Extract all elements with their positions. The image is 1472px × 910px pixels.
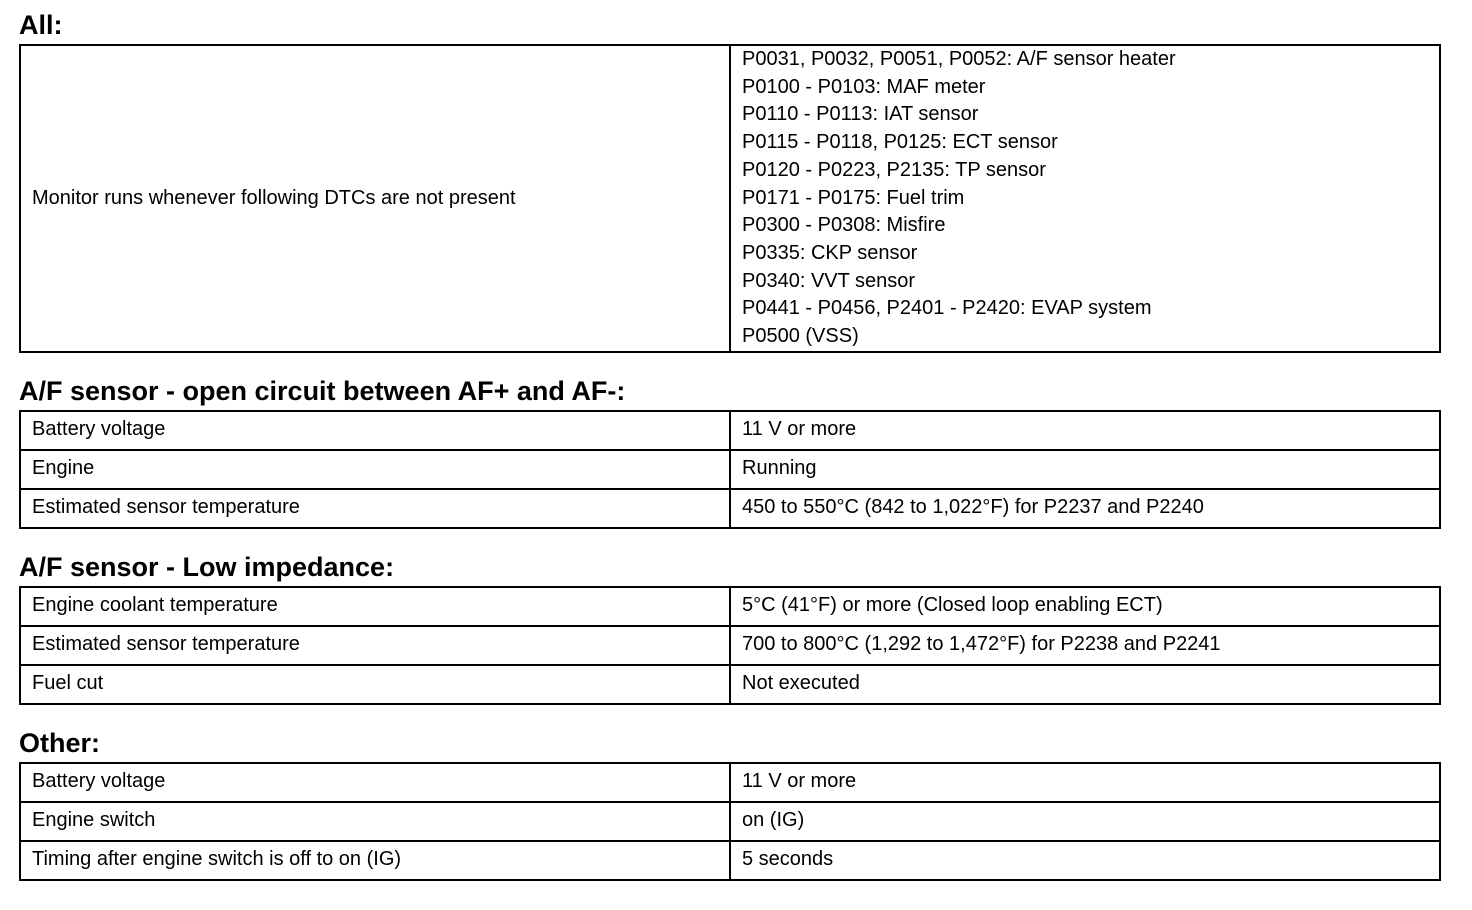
- condition-label: Timing after engine switch is off to on (IG): [20, 841, 730, 880]
- dtc-item: P0335: CKP sensor: [742, 241, 918, 264]
- section-title-other: Other:: [19, 727, 100, 758]
- table-row: [20, 489, 1440, 528]
- condition-value: 5 seconds: [730, 841, 1440, 880]
- table-row: [20, 626, 1440, 665]
- table-row: [20, 665, 1440, 704]
- table-row: [20, 802, 1440, 841]
- dtc-item: P0110 - P0113: IAT sensor: [742, 103, 979, 126]
- dtc-item: P0500 (VSS): [742, 325, 859, 348]
- section-title-all: All:: [19, 10, 63, 40]
- table-row: [20, 411, 1440, 450]
- condition-value: 450 to 550°C (842 to 1,022°F) for P2237 and P2240: [730, 489, 1440, 528]
- condition-value: 11 V or more: [730, 411, 1440, 450]
- condition-label: Fuel cut: [20, 665, 730, 704]
- condition-value: 5°C (41°F) or more (Closed loop enabling ECT): [730, 587, 1440, 626]
- table-row: [20, 841, 1440, 880]
- section-title-af-open-circuit: A/F sensor - open circuit between AF+ and AF-:: [19, 375, 626, 406]
- condition-label: Engine: [20, 450, 730, 489]
- table-other: [19, 762, 1441, 881]
- condition-value: on (IG): [730, 802, 1440, 841]
- dtc-item: P0441 - P0456, P2401 - P2420: EVAP system: [742, 297, 1152, 320]
- dtc-item: P0171 - P0175: Fuel trim: [742, 186, 965, 209]
- table-af-open-circuit: [19, 410, 1441, 529]
- table-row: [20, 587, 1440, 626]
- table-row: [20, 763, 1440, 802]
- table-all: [19, 44, 1441, 353]
- dtc-item: P0120 - P0223, P2135: TP sensor: [742, 158, 1046, 181]
- condition-label: Engine switch: [20, 802, 730, 841]
- section-title-af-low-impedance: A/F sensor - Low impedance:: [19, 551, 395, 582]
- table-row: [20, 450, 1440, 489]
- dtc-item: P0115 - P0118, P0125: ECT sensor: [742, 131, 1058, 154]
- dtc-item: P0300 - P0308: Misfire: [742, 214, 946, 237]
- condition-value: 700 to 800°C (1,292 to 1,472°F) for P2238 and P2241: [730, 626, 1440, 665]
- dtc-item: P0100 - P0103: MAF meter: [742, 75, 986, 98]
- condition-label: Estimated sensor temperature: [20, 489, 730, 528]
- condition-value: 11 V or more: [730, 763, 1440, 802]
- dtc-list: [730, 45, 1440, 352]
- condition-label: Estimated sensor temperature: [20, 626, 730, 665]
- condition-label: Battery voltage: [20, 763, 730, 802]
- dtc-item: P0340: VVT sensor: [742, 269, 916, 292]
- condition-label: Monitor runs whenever following DTCs are not present: [20, 45, 730, 352]
- condition-label: Engine coolant temperature: [20, 587, 730, 626]
- condition-value: Running: [730, 450, 1440, 489]
- table-row: [20, 45, 1440, 352]
- document-page: [19, 0, 1437, 881]
- condition-label: Battery voltage: [20, 411, 730, 450]
- table-af-low-impedance: [19, 586, 1441, 705]
- dtc-item: P0031, P0032, P0051, P0052: A/F sensor heater: [742, 48, 1176, 70]
- condition-value: Not executed: [730, 665, 1440, 704]
